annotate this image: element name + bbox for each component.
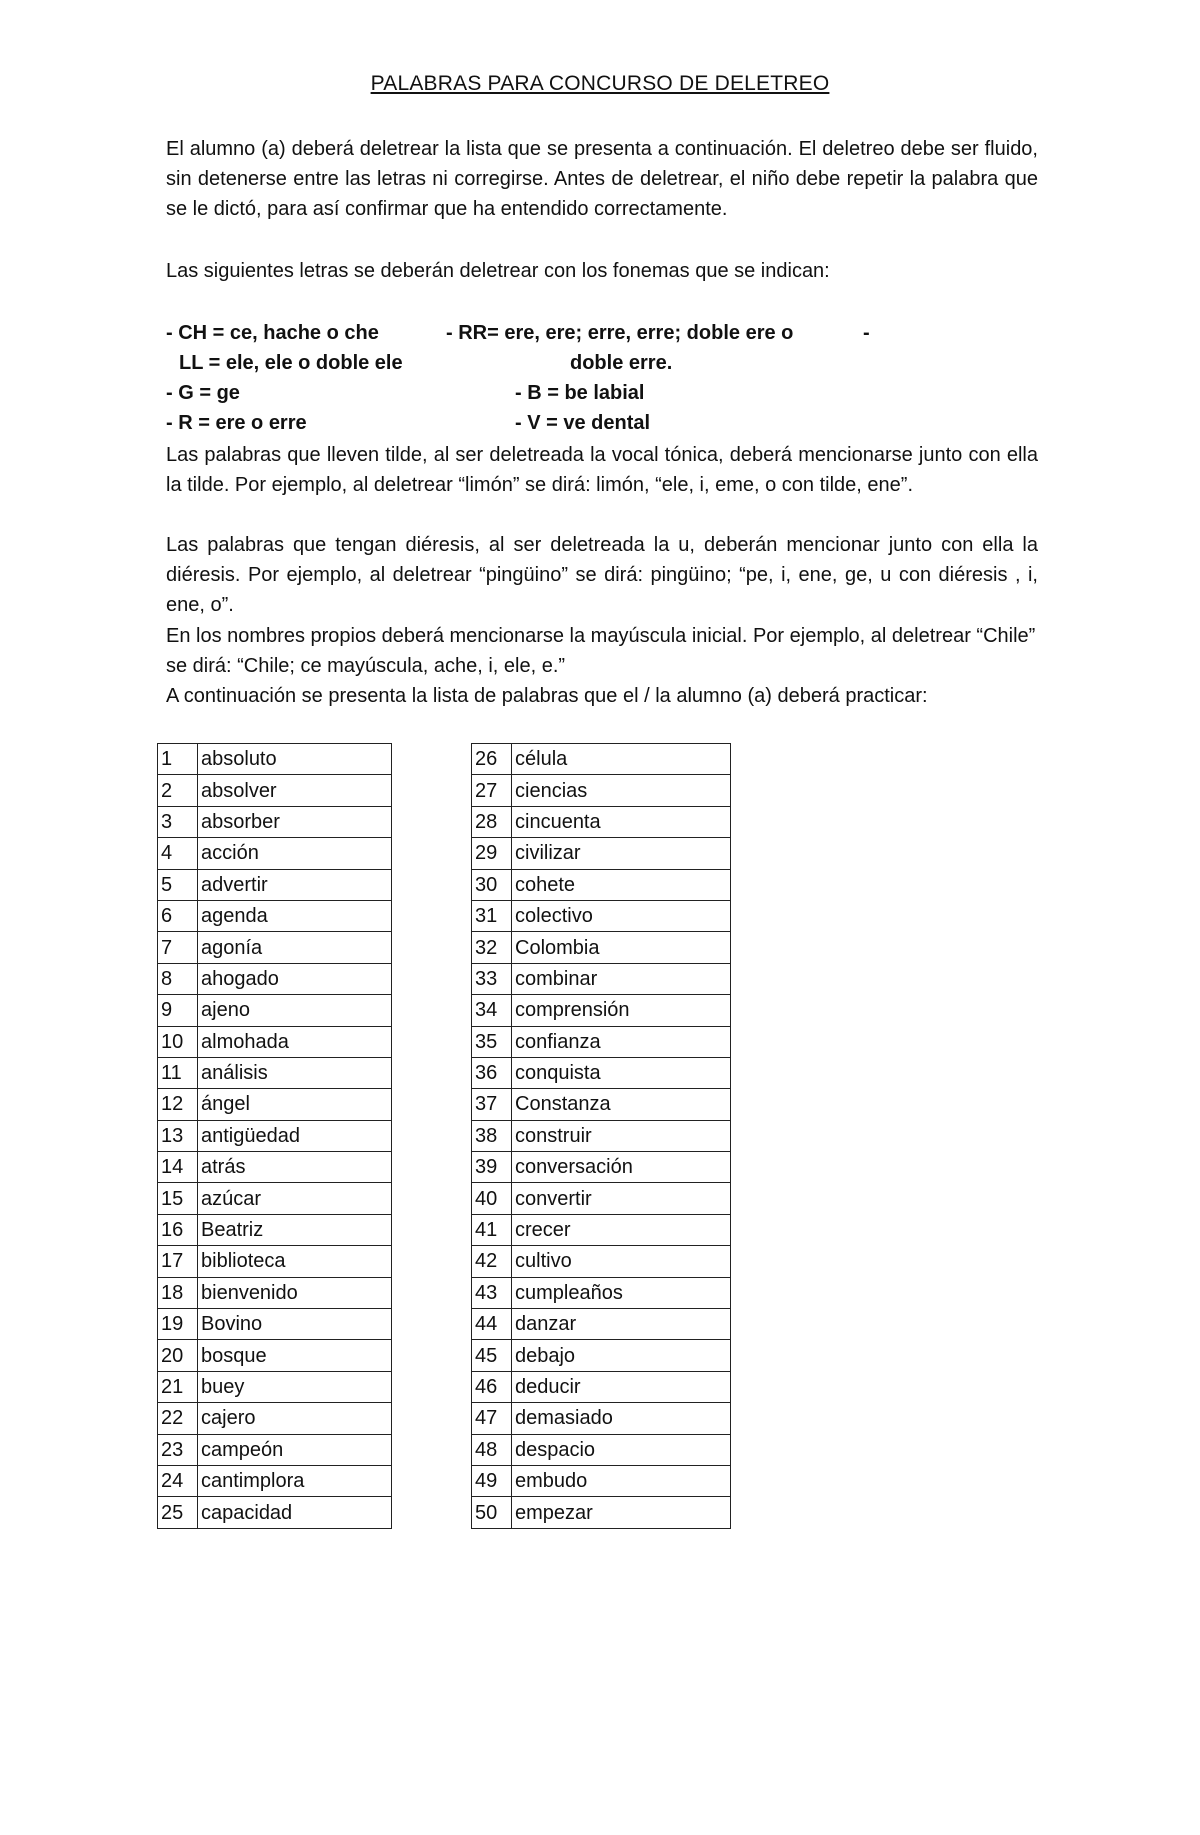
- word-cell: cultivo: [512, 1246, 731, 1277]
- word-cell: civilizar: [512, 838, 731, 869]
- table-row: [472, 1277, 731, 1308]
- table-row: [158, 1465, 392, 1496]
- word-cell: cantimplora: [198, 1465, 392, 1496]
- word-number: 31: [472, 900, 512, 931]
- word-number: 10: [158, 1026, 198, 1057]
- word-cell: agenda: [198, 900, 392, 931]
- word-number: 5: [158, 869, 198, 900]
- table-row: [472, 1403, 731, 1434]
- table-row: [472, 1120, 731, 1151]
- word-cell: cohete: [512, 869, 731, 900]
- word-cell: convertir: [512, 1183, 731, 1214]
- table-row: [158, 806, 392, 837]
- word-cell: construir: [512, 1120, 731, 1151]
- table-row: [472, 995, 731, 1026]
- rule-rr-continued: doble erre.: [570, 352, 673, 374]
- word-number: 34: [472, 995, 512, 1026]
- tilde-rule: Las palabras que lleven tilde, al ser deletreada la vocal tónica, deberá mencionarse junto con ella la tilde. Por ejemplo, al deletrear “limón” se dirá: limón, “ele, i, eme, o con tilde, ene”.: [166, 444, 1038, 496]
- table-row: [472, 1371, 731, 1402]
- word-number: 21: [158, 1371, 198, 1402]
- word-number: 43: [472, 1277, 512, 1308]
- word-cell: absoluto: [198, 744, 392, 775]
- table-row: [472, 744, 731, 775]
- table-row: [472, 1089, 731, 1120]
- word-number: 26: [472, 744, 512, 775]
- table-row: [158, 1183, 392, 1214]
- word-number: 28: [472, 806, 512, 837]
- word-number: 42: [472, 1246, 512, 1277]
- word-number: 12: [158, 1089, 198, 1120]
- table-row: [472, 1026, 731, 1057]
- word-number: 9: [158, 995, 198, 1026]
- word-cell: absorber: [198, 806, 392, 837]
- word-cell: campeón: [198, 1434, 392, 1465]
- table-row: [158, 1497, 392, 1528]
- word-number: 50: [472, 1497, 512, 1528]
- table-row: [158, 1371, 392, 1402]
- list-intro: A continuación se presenta la lista de palabras que el / la alumno (a) deberá practicar:: [166, 685, 928, 707]
- table-row: [472, 900, 731, 931]
- word-number: 25: [158, 1497, 198, 1528]
- word-number: 45: [472, 1340, 512, 1371]
- word-number: 14: [158, 1152, 198, 1183]
- word-number: 44: [472, 1309, 512, 1340]
- table-row: [158, 775, 392, 806]
- word-number: 7: [158, 932, 198, 963]
- word-number: 22: [158, 1403, 198, 1434]
- table-row: [158, 1309, 392, 1340]
- dieresis-rule: Las palabras que tengan diéresis, al ser deletreada la u, deberán mencionar junto con ella la diéresis. Por ejemplo, al deletrear “pingüino” se dirá: pingüino; “pe, i, ene, ge, u con diéresis , i, ene, o”.: [166, 534, 1038, 616]
- word-cell: demasiado: [512, 1403, 731, 1434]
- table-row: [158, 1246, 392, 1277]
- word-cell: cajero: [198, 1403, 392, 1434]
- word-cell: embudo: [512, 1465, 731, 1496]
- table-row: [472, 869, 731, 900]
- table-row: [472, 963, 731, 994]
- letters-intro: Las siguientes letras se deberán deletrear con los fonemas que se indican:: [166, 260, 830, 282]
- word-number: 38: [472, 1120, 512, 1151]
- word-cell: Constanza: [512, 1089, 731, 1120]
- word-cell: buey: [198, 1371, 392, 1402]
- word-number: 27: [472, 775, 512, 806]
- rule-b: - B = be labial: [515, 382, 645, 404]
- word-number: 4: [158, 838, 198, 869]
- proper-noun-rule: En los nombres propios deberá mencionarse la mayúscula inicial. Por ejemplo, al deletrear “Chile” se dirá: “Chile; ce mayúscula, ache, i, ele, e.”: [166, 625, 1036, 677]
- table-row: [158, 1403, 392, 1434]
- word-cell: atrás: [198, 1152, 392, 1183]
- word-cell: acción: [198, 838, 392, 869]
- table-row: [472, 1434, 731, 1465]
- table-row: [158, 1120, 392, 1151]
- word-number: 2: [158, 775, 198, 806]
- word-number: 49: [472, 1465, 512, 1496]
- table-row: [472, 1465, 731, 1496]
- word-cell: advertir: [198, 869, 392, 900]
- rule-ch: - CH = ce, hache o che: [166, 322, 379, 344]
- rule-rr: - RR= ere, ere; erre, erre; doble ere o: [446, 322, 794, 344]
- word-cell: agonía: [198, 932, 392, 963]
- word-cell: cumpleaños: [512, 1277, 731, 1308]
- table-row: [158, 1152, 392, 1183]
- rule-g: - G = ge: [166, 382, 240, 404]
- table-row: [158, 1434, 392, 1465]
- word-number: 20: [158, 1340, 198, 1371]
- word-number: 16: [158, 1214, 198, 1245]
- rule-r: - R = ere o erre: [166, 412, 307, 434]
- table-row: [472, 1057, 731, 1088]
- table-row: [158, 1057, 392, 1088]
- table-row: [158, 995, 392, 1026]
- word-cell: Beatriz: [198, 1214, 392, 1245]
- word-table-right: [471, 743, 731, 1529]
- table-row: [158, 1214, 392, 1245]
- word-number: 1: [158, 744, 198, 775]
- word-cell: confianza: [512, 1026, 731, 1057]
- word-cell: ángel: [198, 1089, 392, 1120]
- table-row: [472, 1152, 731, 1183]
- rule-dash: -: [863, 322, 870, 344]
- word-number: 6: [158, 900, 198, 931]
- word-number: 48: [472, 1434, 512, 1465]
- table-row: [472, 1497, 731, 1528]
- word-number: 8: [158, 963, 198, 994]
- word-cell: cincuenta: [512, 806, 731, 837]
- word-cell: bienvenido: [198, 1277, 392, 1308]
- word-number: 17: [158, 1246, 198, 1277]
- word-cell: empezar: [512, 1497, 731, 1528]
- word-cell: despacio: [512, 1434, 731, 1465]
- word-cell: combinar: [512, 963, 731, 994]
- table-row: [158, 1277, 392, 1308]
- word-cell: capacidad: [198, 1497, 392, 1528]
- table-row: [472, 1246, 731, 1277]
- word-cell: Colombia: [512, 932, 731, 963]
- word-cell: azúcar: [198, 1183, 392, 1214]
- page-title: PALABRAS PARA CONCURSO DE DELETREO: [370, 72, 830, 95]
- word-number: 33: [472, 963, 512, 994]
- table-row: [158, 838, 392, 869]
- table-row: [158, 744, 392, 775]
- word-number: 35: [472, 1026, 512, 1057]
- table-row: [158, 963, 392, 994]
- word-number: 15: [158, 1183, 198, 1214]
- word-cell: ciencias: [512, 775, 731, 806]
- table-row: [472, 1340, 731, 1371]
- word-cell: bosque: [198, 1340, 392, 1371]
- word-cell: Bovino: [198, 1309, 392, 1340]
- table-row: [158, 1026, 392, 1057]
- word-number: 23: [158, 1434, 198, 1465]
- intro-paragraph: El alumno (a) deberá deletrear la lista que se presenta a continuación. El deletreo debe ser fluido, sin detenerse entre las letras ni corregirse. Antes de deletrear, el niño debe repetir la palabra que se le dictó, para así confirmar que ha entendido correctamente.: [166, 138, 1038, 220]
- word-number: 47: [472, 1403, 512, 1434]
- word-number: 30: [472, 869, 512, 900]
- word-cell: ahogado: [198, 963, 392, 994]
- word-number: 18: [158, 1277, 198, 1308]
- rule-v: - V = ve dental: [515, 412, 651, 434]
- table-row: [472, 1309, 731, 1340]
- table-row: [158, 1340, 392, 1371]
- table-row: [472, 1183, 731, 1214]
- word-number: 41: [472, 1214, 512, 1245]
- word-cell: colectivo: [512, 900, 731, 931]
- word-cell: almohada: [198, 1026, 392, 1057]
- table-row: [158, 900, 392, 931]
- word-cell: deducir: [512, 1371, 731, 1402]
- table-row: [472, 932, 731, 963]
- table-row: [472, 775, 731, 806]
- word-cell: danzar: [512, 1309, 731, 1340]
- word-cell: absolver: [198, 775, 392, 806]
- word-number: 37: [472, 1089, 512, 1120]
- word-number: 39: [472, 1152, 512, 1183]
- word-table-left: [157, 743, 392, 1529]
- table-row: [158, 932, 392, 963]
- word-cell: comprensión: [512, 995, 731, 1026]
- word-number: 40: [472, 1183, 512, 1214]
- word-cell: antigüedad: [198, 1120, 392, 1151]
- word-cell: debajo: [512, 1340, 731, 1371]
- word-number: 19: [158, 1309, 198, 1340]
- word-cell: célula: [512, 744, 731, 775]
- table-row: [472, 838, 731, 869]
- word-number: 46: [472, 1371, 512, 1402]
- word-number: 29: [472, 838, 512, 869]
- word-number: 36: [472, 1057, 512, 1088]
- word-cell: conquista: [512, 1057, 731, 1088]
- word-cell: ajeno: [198, 995, 392, 1026]
- word-cell: crecer: [512, 1214, 731, 1245]
- word-cell: biblioteca: [198, 1246, 392, 1277]
- word-number: 3: [158, 806, 198, 837]
- word-cell: conversación: [512, 1152, 731, 1183]
- table-row: [158, 869, 392, 900]
- table-row: [472, 1214, 731, 1245]
- rule-ll: LL = ele, ele o doble ele: [179, 352, 403, 374]
- word-number: 32: [472, 932, 512, 963]
- table-row: [472, 806, 731, 837]
- word-number: 24: [158, 1465, 198, 1496]
- word-cell: análisis: [198, 1057, 392, 1088]
- table-row: [158, 1089, 392, 1120]
- word-number: 11: [158, 1057, 198, 1088]
- word-number: 13: [158, 1120, 198, 1151]
